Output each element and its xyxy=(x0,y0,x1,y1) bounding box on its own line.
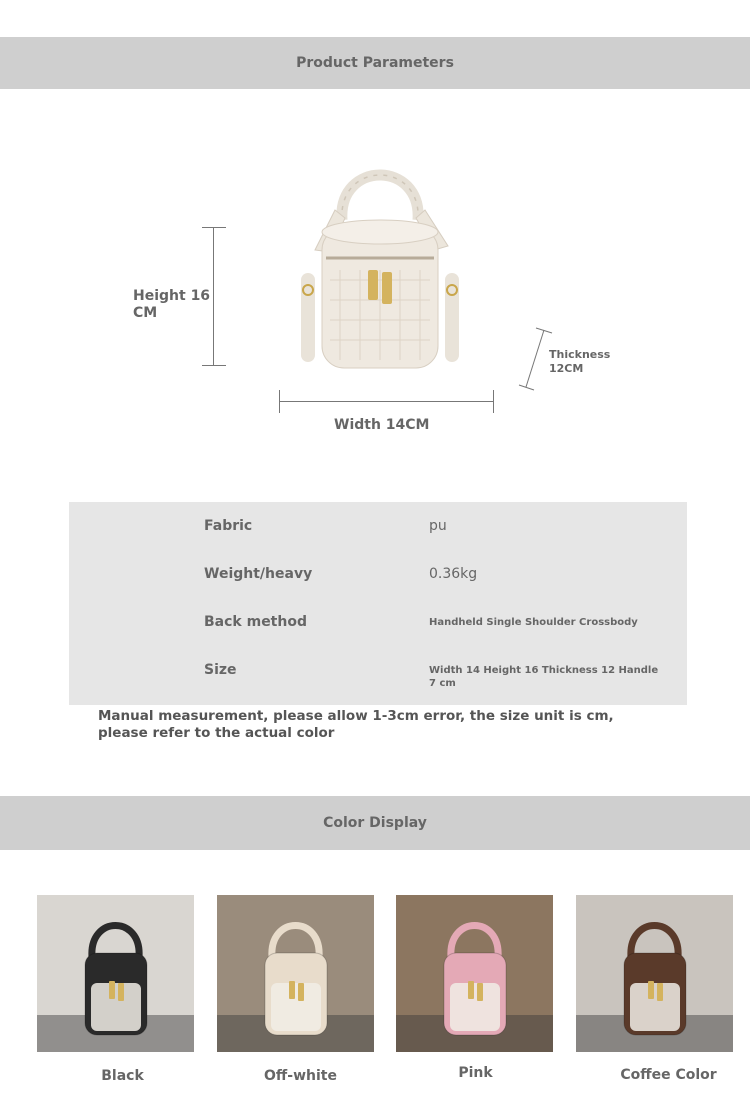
bag-swatch-illustration xyxy=(576,895,733,1052)
spec-value: pu xyxy=(429,518,447,534)
color-name-label: Pink xyxy=(458,1065,493,1081)
bag-product-image xyxy=(290,140,470,380)
color-swatch-image[interactable] xyxy=(217,895,374,1052)
bag-swatch-illustration xyxy=(217,895,374,1052)
color-swatch-image[interactable] xyxy=(396,895,553,1052)
thickness-label: Thickness 12CM xyxy=(549,348,611,375)
color-swatch-image[interactable] xyxy=(37,895,194,1052)
product-parameters-banner xyxy=(0,37,750,89)
section-title: Product Parameters xyxy=(296,55,454,71)
color-name-label: Black xyxy=(101,1068,144,1084)
color-swatch-image[interactable] xyxy=(576,895,733,1052)
bag-swatch-illustration xyxy=(37,895,194,1052)
spec-row xyxy=(69,662,687,710)
spec-value: 0.36kg xyxy=(429,566,478,582)
spec-value: Width 14 Height 16 Thickness 12 Handle 7 cm xyxy=(429,665,659,689)
spec-table xyxy=(69,502,687,705)
color-display-banner xyxy=(0,796,750,850)
height-dimension-line xyxy=(213,227,214,366)
spec-key: Size xyxy=(204,662,237,678)
spec-key: Back method xyxy=(204,614,307,630)
measurement-note: Manual measurement, please allow 1-3cm error, the size unit is cm, please refer to the actual color xyxy=(98,708,614,741)
color-name-label: Coffee Color xyxy=(620,1067,717,1083)
width-line-cap xyxy=(279,390,280,413)
color-name-label: Off-white xyxy=(264,1068,337,1084)
bag-swatch-illustration xyxy=(396,895,553,1052)
width-dimension-line xyxy=(279,401,494,402)
spec-value: Handheld Single Shoulder Crossbody xyxy=(429,617,638,628)
section-title: Color Display xyxy=(323,815,427,831)
height-line-cap xyxy=(202,227,226,228)
spec-key: Fabric xyxy=(204,518,253,534)
height-line-cap xyxy=(202,365,226,366)
spec-key: Weight/heavy xyxy=(204,566,313,582)
spec-row xyxy=(69,614,687,662)
spec-row xyxy=(69,566,687,614)
spec-row xyxy=(69,518,687,566)
width-line-cap xyxy=(493,390,494,413)
height-label: Height 16 CM xyxy=(133,288,211,321)
width-label: Width 14CM xyxy=(334,417,430,433)
